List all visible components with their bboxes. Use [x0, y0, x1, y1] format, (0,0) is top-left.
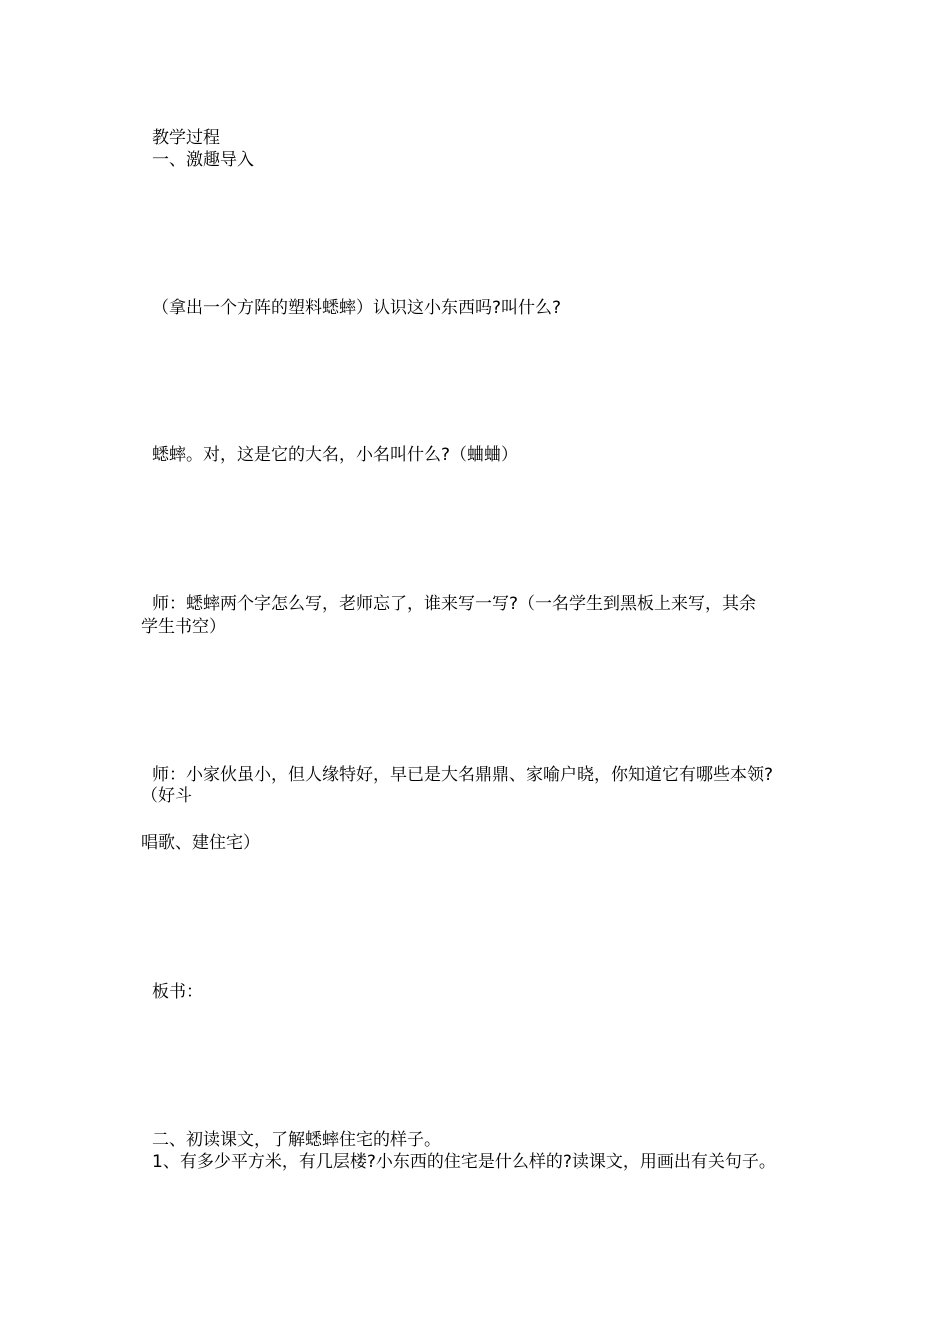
paragraph-1: （拿出一个方阵的塑料蟋蟀）认识这小东西吗?叫什么? — [152, 298, 562, 318]
paragraph-3-line-1: 师：蟋蟀两个字怎么写，老师忘了，谁来写一写?（一名学生到黑板上来写，其余 — [152, 594, 757, 614]
paragraph-4-line-1: 师：小家伙虽小，但人缘特好，早已是大名鼎鼎、家喻户晓，你知道它有哪些本领? — [152, 765, 774, 785]
section-1-title: 一、激趣导入 — [152, 150, 254, 170]
paragraph-3-line-2: 学生书空） — [141, 617, 226, 637]
paragraph-4-line-2: （好斗 — [141, 786, 192, 806]
paragraph-4-line-3: 唱歌、建住宅） — [141, 833, 260, 853]
paragraph-5-board: 板书： — [152, 982, 203, 1002]
heading-teaching-process: 教学过程 — [152, 128, 220, 148]
section-2-title: 二、初读课文，了解蟋蟀住宅的样子。 — [152, 1130, 441, 1150]
paragraph-2: 蟋蟀。对，这是它的大名，小名叫什么?（蛐蛐） — [152, 445, 519, 465]
item-1: 1、有多少平方米，有几层楼?小东西的住宅是什么样的?读课文，用画出有关句子。 — [152, 1152, 776, 1172]
